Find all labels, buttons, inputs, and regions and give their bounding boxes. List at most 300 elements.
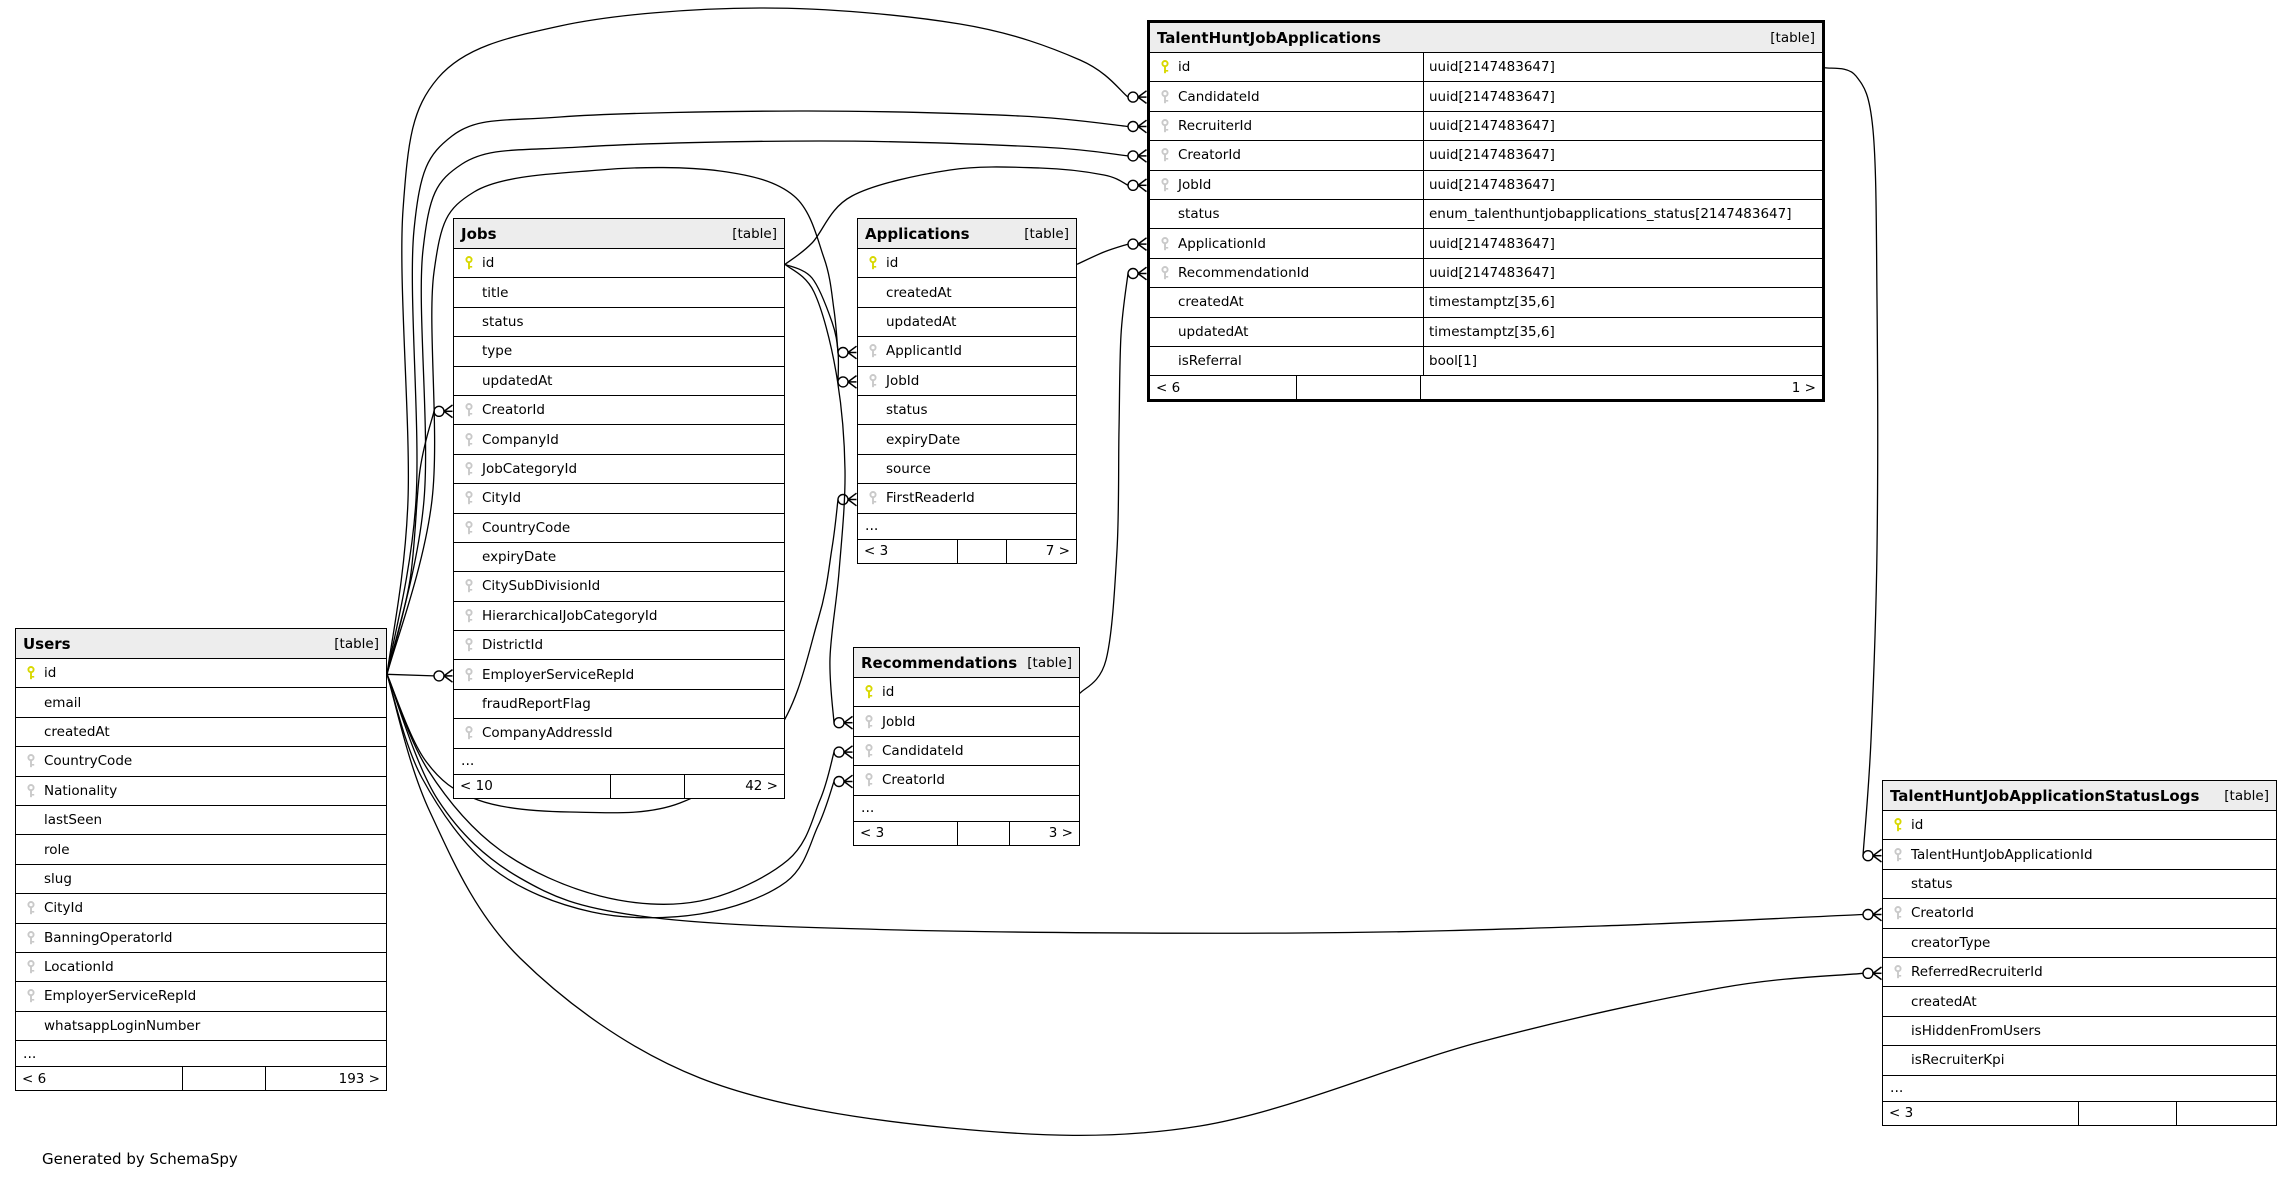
column-name: CityId [44,900,84,917]
column-name-cell [16,865,386,893]
column-name: EmployerServiceRepId [44,988,197,1005]
key-icon [863,744,875,758]
relationship-edge-Recommendations.id-to-TalentHuntJobApplications.RecommendationId [1080,274,1128,694]
column-name-cell [1883,958,2276,986]
key-icon [463,433,475,447]
column-name-cell [858,278,1076,306]
column-name: id [482,255,495,272]
column-name: JobId [886,372,920,389]
column-name: status [1911,875,1953,892]
table-name[interactable]: Recommendations [861,653,1018,672]
key-icon [1892,965,1904,979]
column-row-JobId [854,707,1079,736]
key-icon [463,726,475,740]
key-icon [463,491,475,505]
column-name: createdAt [886,284,952,301]
column-name-cell [1150,141,1423,169]
column-name: status [1178,206,1220,223]
column-type: enum_talenthuntjobapplications_status[2147483647] [1423,200,1822,228]
column-name: email [44,694,82,711]
table-name[interactable]: TalentHuntJobApplications [1157,28,1381,47]
column-name-cell [16,953,386,981]
footer-related-right: 1 > [1791,379,1816,396]
column-type: timestamptz[35,6] [1423,288,1822,316]
key-icon [867,374,879,388]
column-row-status [858,396,1076,425]
column-row-CompanyAddressId [454,719,784,748]
column-name-cell [454,543,784,571]
table-footer [16,1067,386,1090]
footer-related-left: < 6 [22,1070,47,1087]
key-icon [25,666,37,680]
column-name-cell [454,514,784,542]
column-name-cell [454,690,784,718]
column-type: uuid[2147483647] [1423,141,1822,169]
key-icon [1159,90,1171,104]
column-name-cell [454,455,784,483]
table-Applications [857,218,1077,564]
column-name: fraudReportFlag [482,696,591,713]
column-name: expiryDate [886,431,961,448]
key-icon [863,773,875,787]
key-icon [463,256,475,270]
column-name: CreatorId [1178,147,1241,164]
column-row-fraudReportFlag [454,690,784,719]
column-name: CitySubDivisionId [482,578,601,595]
column-name-cell [1150,229,1423,257]
footer-related-left: < 6 [1156,379,1181,396]
crowfoot-marker [1863,908,1882,921]
column-row-BanningOperatorId [16,924,386,953]
column-name-cell [16,1012,386,1040]
column-row-id [1883,811,2276,840]
column-name-cell [454,631,784,659]
column-name-cell [1150,82,1423,110]
table-tag: [table] [732,225,777,242]
column-name-cell [1883,929,2276,957]
key-icon [867,491,879,505]
column-row-status [1150,200,1822,229]
column-name: JobId [1178,176,1212,193]
column-name: id [1911,817,1924,834]
key-icon [1892,818,1904,832]
footer-middle-cell [1296,376,1421,399]
column-row-updatedAt [858,308,1076,337]
footer-middle-cell [2078,1102,2177,1125]
table-header [1883,781,2276,811]
column-name: CreatorId [1911,905,1974,922]
column-row-source [858,455,1076,484]
column-row-RecommendationId [1150,259,1822,288]
crowfoot-marker [834,775,853,788]
column-name-cell [858,337,1076,365]
column-row-ApplicationId [1150,229,1822,258]
column-name: updatedAt [482,372,553,389]
column-name-cell [858,484,1076,512]
column-name: RecruiterId [1178,117,1253,134]
column-name: JobId [882,713,916,730]
table-tag: [table] [2224,787,2269,804]
column-name-cell [1150,53,1423,81]
column-name: id [886,255,899,272]
column-name-cell [454,572,784,600]
column-name: CreatorId [482,402,545,419]
column-row-CandidateId [1150,82,1822,111]
key-icon [1159,60,1171,74]
column-name: CandidateId [882,742,964,759]
column-row-CreatorId [1150,141,1822,170]
crowfoot-marker [838,376,857,389]
crowfoot-marker [1128,91,1147,104]
column-row-DistrictId [454,631,784,660]
column-row-isRecruiterKpi [1883,1046,2276,1075]
table-Users [15,628,387,1091]
column-row-email [16,688,386,717]
column-row-Nationality [16,777,386,806]
column-name: expiryDate [482,549,557,566]
column-row-id [858,249,1076,278]
column-row-RecruiterId [1150,112,1822,141]
crowfoot-marker [838,493,857,506]
crowfoot-marker [838,346,857,359]
table-header [858,219,1076,249]
key-icon [25,931,37,945]
column-row-creatorType [1883,929,2276,958]
table-name[interactable]: TalentHuntJobApplicationStatusLogs [1890,786,2200,805]
key-icon [25,754,37,768]
column-row-id [1150,53,1822,82]
table-header [854,648,1079,678]
table-TalentHuntJobApplications [1147,20,1825,402]
table-footer [854,822,1079,845]
column-name: createdAt [44,723,110,740]
column-name: CompanyId [482,431,559,448]
column-name: EmployerServiceRepId [482,666,635,683]
table-header [1150,23,1822,53]
column-name-cell [454,278,784,306]
crowfoot-marker [1128,179,1147,192]
schemaspy-credit: Generated by SchemaSpy [42,1150,238,1168]
footer-middle-cell [957,822,1010,845]
column-row-role [16,835,386,864]
column-name-cell [16,835,386,863]
column-name: role [44,841,70,858]
column-name: slug [44,870,72,887]
table-tag: [table] [1770,29,1815,46]
column-row-type [454,337,784,366]
hidden-columns-ellipsis: ... [854,796,1079,822]
footer-related-left: < 3 [860,825,885,842]
column-name: CountryCode [482,519,571,536]
table-TalentHuntJobApplicationStatusLogs [1882,780,2277,1126]
table-tag: [table] [1027,654,1072,671]
key-icon [25,784,37,798]
column-name-cell [454,484,784,512]
column-name-cell [1883,987,2276,1015]
footer-related-left: < 10 [460,778,493,795]
column-name-cell [858,396,1076,424]
column-name: creatorType [1911,934,1991,951]
key-icon [867,344,879,358]
column-name-cell [454,719,784,747]
column-name: isReferral [1178,353,1242,370]
key-icon [463,521,475,535]
column-name: FirstReaderId [886,490,975,507]
key-icon [25,901,37,915]
crowfoot-marker [834,716,853,729]
column-name-cell [1883,899,2276,927]
crowfoot-marker [1863,967,1882,980]
footer-related-right [2177,1102,2276,1125]
table-name[interactable]: Applications [865,224,970,243]
column-row-CreatorId [454,396,784,425]
key-icon [25,989,37,1003]
column-row-updatedAt [1150,318,1822,347]
column-type: uuid[2147483647] [1423,53,1822,81]
crowfoot-marker [834,746,853,759]
column-row-whatsappLoginNumber [16,1012,386,1041]
column-name: TalentHuntJobApplicationId [1911,846,2093,863]
column-name-cell [454,308,784,336]
key-icon [463,579,475,593]
table-footer [454,775,784,798]
crowfoot-marker [434,405,453,418]
column-name-cell [858,367,1076,395]
column-row-updatedAt [454,367,784,396]
column-name-cell [858,425,1076,453]
column-name: DistrictId [482,637,544,654]
column-row-CitySubDivisionId [454,572,784,601]
column-row-CityId [454,484,784,513]
key-icon [463,668,475,682]
hidden-columns-ellipsis: ... [454,749,784,775]
column-row-TalentHuntJobApplicationId [1883,840,2276,869]
column-name: updatedAt [1178,323,1249,340]
column-name-cell [1150,288,1423,316]
footer-related-left: < 3 [864,543,889,560]
table-Jobs [453,218,785,799]
relationship-edge-TalentHuntJobApplications.id-to-TalentHuntJobApplicationStatusLogs.TalentHuntJobApplicationId [1825,68,1878,856]
column-type: uuid[2147483647] [1423,171,1822,199]
column-row-HierarchicalJobCategoryId [454,602,784,631]
key-icon [463,403,475,417]
key-icon [463,638,475,652]
column-name-cell [858,308,1076,336]
column-row-status [454,308,784,337]
key-icon [1159,119,1171,133]
column-name: isHiddenFromUsers [1911,1022,2041,1039]
column-name: CreatorId [882,772,945,789]
column-name: whatsappLoginNumber [44,1017,201,1034]
column-name: lastSeen [44,812,103,829]
key-icon [1159,266,1171,280]
table-header [16,629,386,659]
column-row-createdAt [858,278,1076,307]
crowfoot-marker [1863,849,1882,862]
column-name-cell [858,455,1076,483]
table-name[interactable]: Jobs [461,224,497,243]
column-name: id [882,684,895,701]
column-name-cell [16,747,386,775]
column-name: CandidateId [1178,88,1260,105]
hidden-columns-ellipsis: ... [858,514,1076,540]
footer-related-right: 193 > [338,1070,380,1087]
column-name-cell [454,249,784,277]
column-row-id [454,249,784,278]
column-name: Nationality [44,782,118,799]
column-row-id [854,678,1079,707]
column-name: updatedAt [886,313,957,330]
hidden-columns-ellipsis: ... [16,1041,386,1067]
hidden-columns-ellipsis: ... [1883,1076,2276,1102]
column-name-cell [854,737,1079,765]
crowfoot-marker [1128,120,1147,133]
column-type: bool[1] [1423,347,1822,375]
key-icon [863,685,875,699]
key-icon [1892,906,1904,920]
key-icon [25,960,37,974]
column-name-cell [454,396,784,424]
column-type: uuid[2147483647] [1423,229,1822,257]
footer-related-right: 3 > [1048,825,1073,842]
column-name: JobCategoryId [482,460,578,477]
column-name: createdAt [1178,294,1244,311]
column-row-JobId [858,367,1076,396]
table-tag: [table] [1024,225,1069,242]
key-icon [1892,848,1904,862]
column-row-slug [16,865,386,894]
column-name-cell [1883,1017,2276,1045]
column-row-status [1883,870,2276,899]
column-name: id [1178,59,1191,76]
column-row-CreatorId [1883,899,2276,928]
column-name-cell [454,367,784,395]
column-name: ReferredRecruiterId [1911,964,2043,981]
column-row-CandidateId [854,737,1079,766]
column-name-cell [1150,259,1423,287]
key-icon [1159,178,1171,192]
column-name-cell [454,425,784,453]
column-name-cell [854,766,1079,794]
footer-middle-cell [957,540,1006,563]
column-name-cell [16,894,386,922]
column-name: title [482,284,509,301]
table-footer [858,540,1076,563]
column-name-cell [1150,318,1423,346]
column-name: ApplicantId [886,343,962,360]
column-name-cell [1883,1046,2276,1074]
column-name: createdAt [1911,993,1977,1010]
column-name: RecommendationId [1178,264,1310,281]
column-row-isHiddenFromUsers [1883,1017,2276,1046]
column-row-CountryCode [16,747,386,776]
column-name-cell [454,602,784,630]
key-icon [1159,237,1171,251]
column-type: timestamptz[35,6] [1423,318,1822,346]
column-row-ReferredRecruiterId [1883,958,2276,987]
column-name-cell [16,806,386,834]
column-name-cell [454,337,784,365]
column-row-createdAt [16,718,386,747]
column-name-cell [454,660,784,688]
column-row-JobCategoryId [454,455,784,484]
footer-middle-cell [182,1067,266,1090]
crowfoot-marker [434,670,453,683]
relationship-edge-Applications.id-to-TalentHuntJobApplications.ApplicationId [1077,244,1128,264]
column-row-expiryDate [858,425,1076,454]
column-name: id [44,665,57,682]
table-tag: [table] [334,635,379,652]
column-name: CityId [482,490,522,507]
table-Recommendations [853,647,1080,846]
footer-middle-cell [610,775,685,798]
column-row-isReferral [1150,347,1822,376]
column-name-cell [858,249,1076,277]
footer-related-right: 7 > [1045,543,1070,560]
column-name-cell [1150,171,1423,199]
column-row-FirstReaderId [858,484,1076,513]
column-name: CompanyAddressId [482,725,613,742]
column-row-CountryCode [454,514,784,543]
column-row-CreatorId [854,766,1079,795]
column-name-cell [1883,840,2276,868]
column-name-cell [16,718,386,746]
column-row-expiryDate [454,543,784,572]
key-icon [463,609,475,623]
column-row-EmployerServiceRepId [454,660,784,689]
column-row-CityId [16,894,386,923]
table-header [454,219,784,249]
column-name-cell [854,707,1079,735]
column-name-cell [1150,112,1423,140]
column-row-lastSeen [16,806,386,835]
footer-related-left: < 3 [1889,1105,1914,1122]
column-name: HierarchicalJobCategoryId [482,607,658,624]
column-name-cell [16,982,386,1010]
column-name: ApplicationId [1178,235,1266,252]
relationship-edge-Users.id-to-Jobs.CreatorId [387,411,434,674]
key-icon [463,462,475,476]
column-name-cell [16,924,386,952]
column-name-cell [1883,870,2276,898]
column-row-ApplicantId [858,337,1076,366]
column-name: status [482,313,524,330]
crowfoot-marker [1128,267,1147,280]
table-name[interactable]: Users [23,634,71,653]
column-name: LocationId [44,959,114,976]
column-row-EmployerServiceRepId [16,982,386,1011]
column-row-LocationId [16,953,386,982]
key-icon [863,715,875,729]
column-row-JobId [1150,171,1822,200]
column-name: type [482,343,513,360]
column-name: BanningOperatorId [44,929,173,946]
key-icon [867,256,879,270]
column-row-CompanyId [454,425,784,454]
column-name-cell [16,777,386,805]
column-type: uuid[2147483647] [1423,259,1822,287]
column-name: source [886,460,931,477]
column-name-cell [1150,200,1423,228]
column-name-cell [16,688,386,716]
relationship-edge-Users.id-to-Jobs.EmployerServiceRepId [387,674,434,676]
key-icon [1159,148,1171,162]
column-name-cell [854,678,1079,706]
crowfoot-marker [1128,238,1147,251]
column-row-createdAt [1883,987,2276,1016]
footer-related-right: 42 > [745,778,778,795]
column-row-title [454,278,784,307]
